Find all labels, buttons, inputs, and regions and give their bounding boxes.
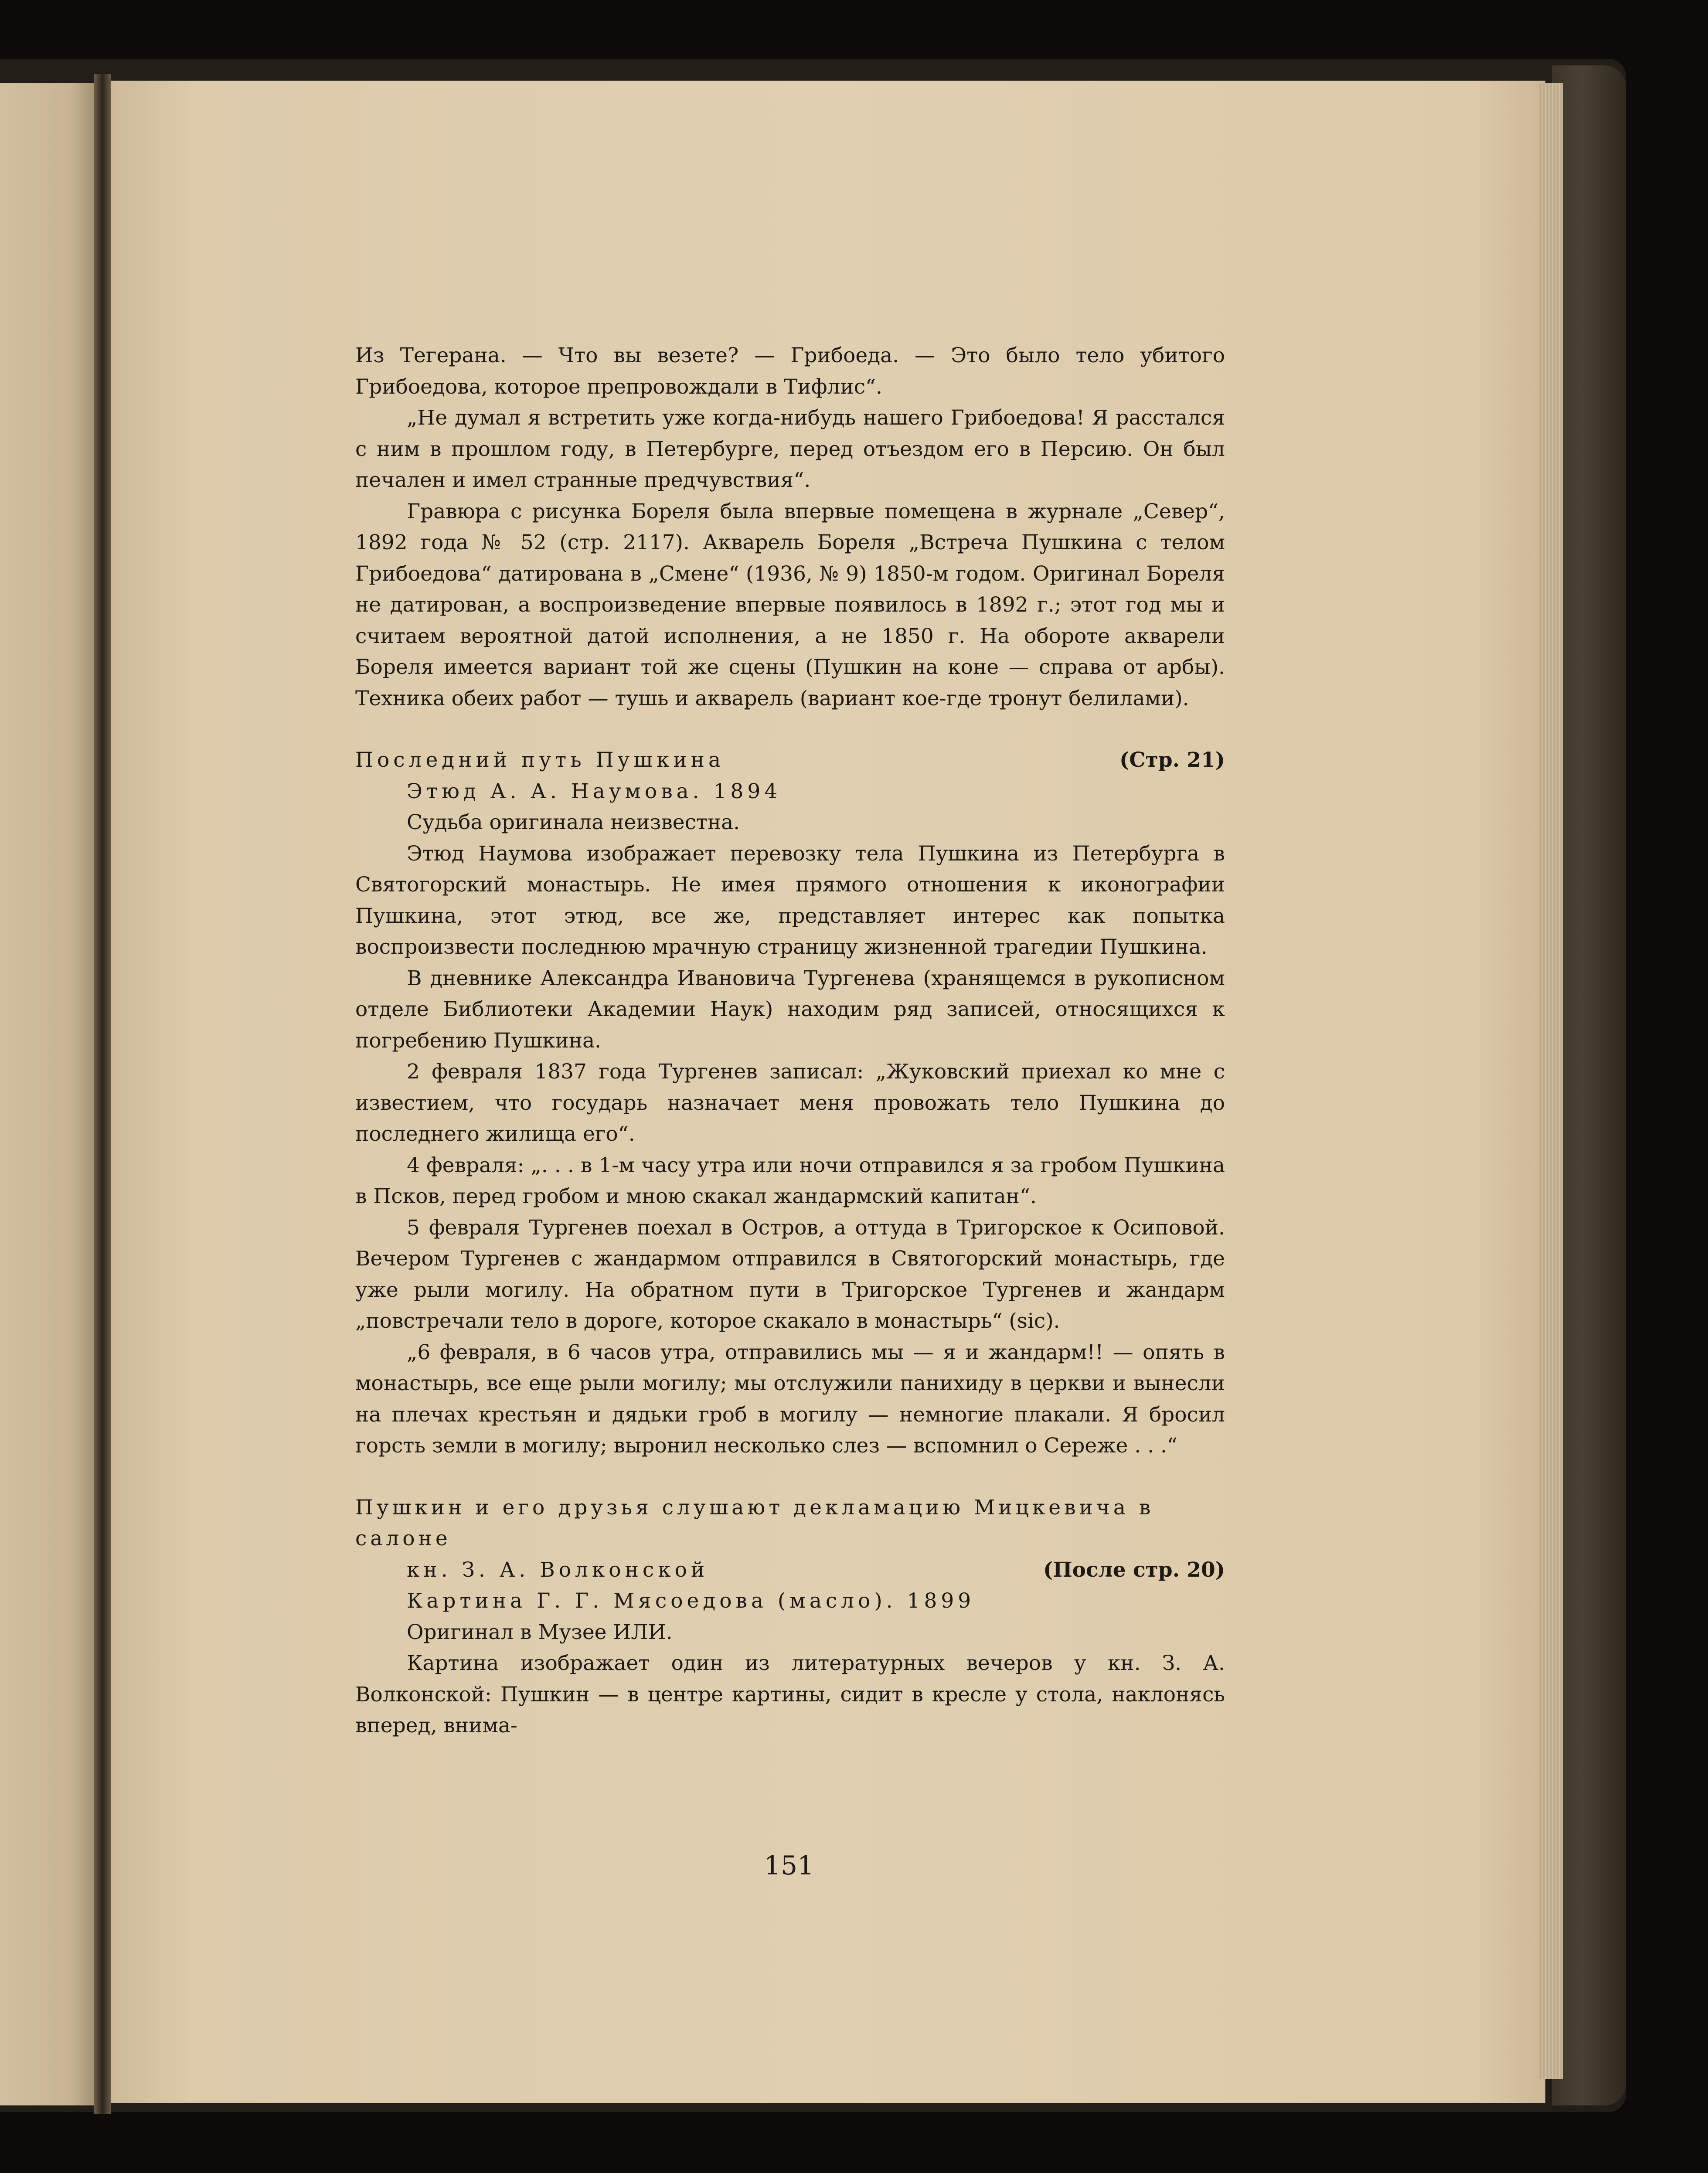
paragraph: 2 февраля 1837 года Тургенев записал: „Жуковский приехал ко мне с известием, что государь назначает меня провожать тело Пушкина до последнего жилища его“. — [355, 1060, 1225, 1146]
left-page — [0, 83, 100, 2105]
section-title: Пушкин и его друзья слушают декламацию Мицкевича в салоне — [355, 1495, 1154, 1551]
page-reference: (После стр. 20) — [1043, 1557, 1225, 1582]
book-cover-edge — [1552, 65, 1626, 2105]
page-reference: (Стр. 21) — [1119, 748, 1225, 772]
section-title: Последний путь Пушкина — [355, 748, 725, 772]
section-heading-1 — [355, 745, 1225, 776]
section-gap — [355, 714, 1225, 745]
paragraph: Картина изображает один из литературных вечеров у кн. З. А. Волконской: Пушкин — в центре картины, сидит в кресле у стола, наклонясь вперед, внима- — [355, 1651, 1225, 1738]
paragraph: Из Тегерана. — Что вы везете? — Грибоеда. — Это было тело убитого Грибоедова, которое препровождали в Тифлис“. — [355, 343, 1225, 399]
book-gutter — [94, 74, 111, 2114]
page-number: 151 — [764, 1850, 814, 1881]
artwork-fate: Судьба оригинала неизвестна. — [407, 810, 740, 834]
artwork-location: Оригинал в Музее ИЛИ. — [407, 1620, 673, 1644]
paragraph: „6 февраля, в 6 часов утра, отправились мы — я и жандарм!! — опять в монастырь, все еще рыли могилу; мы отслужили панихиду в церкви и вынесли на плечах крестьян и дядьки гроб в могилу — немногие плакали. Я бросил горсть земли в могилу; выронил несколько слез — вспомнил о Сереже . . .“ — [355, 1340, 1225, 1458]
paragraph: 4 февраля: „. . . в 1-м часу утра или ночи отправился я за гробом Пушкина в Псков, перед гробом и мною скакал жандармский капитан“. — [355, 1153, 1225, 1208]
paragraph: 5 февраля Тургенев поехал в Остров, а оттуда в Тригорское к Осиповой. Вечером Тургенев с жандармом отправился в Святогорский монастырь, где уже рыли могилу. На обратном пути в Тригорское Тургенев и жандарм „повстречали тело в дороге, которое скакало в монастырь“ (sic). — [355, 1215, 1225, 1333]
section-gap — [355, 1462, 1225, 1492]
paragraph: Этюд Наумова изображает перевозку тела Пушкина из Петербурга в Святогорский монастырь. Не имея прямого отношения к иконографии Пушкина, этот этюд, все же, представляет интерес как попытка воспроизвести последнюю мрачную страницу жизненной трагедии Пушкина. — [355, 841, 1225, 959]
paragraph: В дневнике Александра Ивановича Тургенева (хранящемся в рукописном отделе Библиотеки Академии Наук) находим ряд записей, относящихся к погребению Пушкина. — [355, 966, 1225, 1053]
section-heading-2 — [355, 1554, 1225, 1586]
paragraph: Гравюра с рисунка Бореля была впервые помещена в журнале „Север“, 1892 года № 52 (стр. 2117). Акварель Бореля „Встреча Пушкина с телом Грибоедова“ датирована в „Смене“ (1936, № 9) 1850-м годом. Оригинал Бореля не датирован, а воспроизведение впервые появилось в 1892 г.; этот год мы и считаем вероятной датой исполнения, а не 1850 г. На обороте акварели Бореля имеется вариант той же сцены (Пушкин на коне — справа от арбы). Техника обеих работ — тушь и акварель (вариант кое-где тронут белилами). — [355, 499, 1225, 711]
paragraph: „Не думал я встретить уже когда-нибудь нашего Грибоедова! Я расстался с ним в прошлом году, в Петербурге, перед отъездом его в Персию. Он был печален и имел странные предчувствия“. — [355, 406, 1225, 492]
artwork-subtitle: Картина Г. Г. Мясоедова (масло). 1899 — [407, 1589, 975, 1613]
section-title-continued: кн. З. А. Волконской — [407, 1557, 709, 1582]
page-edges — [1539, 83, 1563, 2079]
artwork-subtitle: Этюд А. А. Наумова. 1894 — [407, 779, 782, 803]
page-text — [355, 340, 1225, 1741]
